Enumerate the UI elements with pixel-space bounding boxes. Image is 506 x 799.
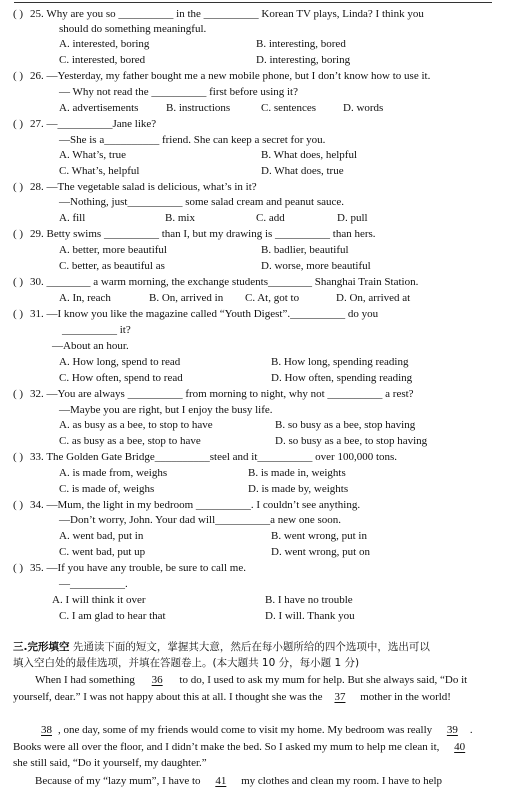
question-number: 29.: [30, 228, 44, 240]
option-b: B. mix: [165, 212, 195, 224]
option-c: C. At, got to: [245, 292, 300, 304]
option-c: C. better, as beautiful as: [59, 260, 165, 272]
question-number: 31.: [30, 308, 44, 320]
question-stem: —__________Jane like?: [46, 118, 157, 130]
option-a: A. In, reach: [59, 292, 111, 304]
question-stem-line: — Why not read the __________ first before using it?: [59, 86, 298, 98]
cloze-passage-paragraph-1: When I had something 36 to do, I used to ask my mum for help. But she always said, “Do it yourself, dear.” I was not happy about this at all. I thought she was the 37 mother in the world!: [13, 674, 468, 703]
option-a: A. as busy as a bee, to stop to have: [59, 419, 213, 431]
option-d: D. I will. Thank you: [265, 610, 355, 622]
answer-paren: ( ): [13, 499, 24, 511]
blank-38: 38: [41, 724, 52, 736]
question-number: 30.: [30, 276, 44, 288]
question-number: 33.: [30, 451, 44, 463]
answer-paren: ( ): [13, 8, 24, 20]
option-a: A. went bad, put in: [59, 530, 144, 542]
question-number: 32.: [30, 388, 44, 400]
answer-paren: ( ): [13, 388, 24, 400]
option-c: C. interested, bored: [59, 54, 146, 66]
option-c: C. as busy as a bee, stop to have: [59, 435, 201, 447]
question-stem: —Yesterday, my father bought me a new mobile phone, but I don’t know how to use it.: [46, 70, 431, 82]
option-b: B. How long, spending reading: [271, 356, 409, 368]
option-b: B. badlier, beautiful: [261, 244, 349, 256]
option-d: D. is made by, weights: [248, 483, 349, 495]
question-number: 27.: [30, 118, 44, 130]
option-b: B. went wrong, put in: [271, 530, 367, 542]
option-c: C. is made of, weighs: [59, 483, 155, 495]
option-d: D. worse, more beautiful: [261, 260, 371, 272]
option-a: A. fill: [59, 212, 86, 224]
question-number: 28.: [30, 181, 44, 193]
option-d: D. On, arrived at: [336, 292, 411, 304]
blank-37: 37: [334, 690, 346, 703]
blank-41: 41: [215, 775, 227, 787]
question-stem-line: —About an hour.: [52, 340, 129, 352]
option-c: C. went bad, put up: [59, 546, 146, 558]
question-stem-line: —Don’t worry, John. Your dad will__________a new one soon.: [59, 514, 342, 526]
option-b: B. I have no trouble: [265, 594, 353, 606]
option-b: B. is made in, weights: [248, 467, 346, 479]
option-a: A. I will think it over: [52, 594, 146, 606]
option-d: D. went wrong, put on: [271, 546, 370, 558]
option-a: A. interested, boring: [59, 38, 150, 50]
option-b: B. instructions: [166, 102, 231, 114]
option-b: B. On, arrived in: [149, 292, 224, 304]
question-number: 25.: [30, 8, 44, 20]
answer-paren: ( ): [13, 562, 24, 574]
question-stem-line: should do something meaningful.: [59, 23, 207, 35]
answer-paren: ( ): [13, 451, 24, 463]
question-stem-line: —Maybe you are right, but I enjoy the busy life.: [59, 404, 273, 416]
question-stem: —Mum, the light in my bedroom __________. I couldn’t see anything.: [46, 499, 361, 511]
question-stem-line: —__________.: [59, 578, 128, 590]
option-d: D. What does, true: [261, 165, 344, 177]
option-d: D. pull: [337, 212, 368, 224]
question-stem-line: —She is a__________ friend. She can keep a secret for you.: [59, 134, 326, 146]
option-b: B. interesting, bored: [256, 38, 346, 50]
question-stem: —I know you like the magazine called “Youth Digest”.__________ do you: [46, 308, 379, 320]
option-a: A. What’s, true: [59, 149, 127, 161]
question-stem: The Golden Gate Bridge__________steel and it__________ over 100,000 tons.: [46, 451, 398, 463]
option-d: D. words: [343, 102, 384, 114]
answer-paren: ( ): [13, 70, 24, 82]
option-c: C. What’s, helpful: [59, 165, 140, 177]
option-a: A. better, more beautiful: [59, 244, 167, 256]
question-stem: Why are you so __________ in the __________ Korean TV plays, Linda? I think you: [46, 8, 424, 20]
option-d: D. so busy as a bee, to stop having: [275, 435, 428, 447]
question-stem: —If you have any trouble, be sure to call me.: [46, 562, 246, 574]
option-a: A. advertisements: [59, 102, 139, 114]
question-stem: —The vegetable salad is delicious, what’s in it?: [46, 181, 257, 193]
section-instructions: 先通读下面的短文，掌握其大意，然后在每小题所给的四个选项中，选出可以: [72, 641, 430, 653]
section-instructions-line2: 填入空白处的最佳选项，并填在答题卷上。(本大题共 10 分，每小题 1 分): [13, 657, 360, 669]
question-number: 35.: [30, 562, 44, 574]
question-stem: ________ a warm morning, the exchange students________ Shanghai Train Station.: [46, 276, 419, 288]
question-number: 34.: [30, 499, 44, 511]
option-c: C. I am glad to hear that: [59, 610, 166, 622]
question-stem: Betty swims __________ than I, but my drawing is __________ than hers.: [46, 228, 376, 240]
answer-paren: ( ): [13, 118, 24, 130]
option-c: C. add: [256, 212, 285, 224]
question-stem: —You are always __________ from morning to night, why not __________ a rest?: [46, 388, 414, 400]
option-b: B. What does, helpful: [261, 149, 358, 161]
option-d: D. How often, spending reading: [271, 372, 413, 384]
question-stem-line: __________ it?: [62, 324, 131, 336]
answer-paren: ( ): [13, 228, 24, 240]
question-stem-line: —Nothing, just__________ some salad cream and peanut sauce.: [59, 196, 345, 208]
section-title: 三.完形填空: [13, 641, 70, 653]
blank-39: 39: [446, 724, 458, 736]
option-c: C. How often, spend to read: [59, 372, 183, 384]
option-a: A. How long, spend to read: [59, 356, 181, 368]
answer-paren: ( ): [13, 181, 24, 193]
option-d: D. interesting, boring: [256, 54, 351, 66]
answer-paren: ( ): [13, 308, 24, 320]
section-heading: [13, 640, 430, 654]
option-a: A. is made from, weighs: [59, 467, 168, 479]
blank-36: 36: [151, 674, 163, 686]
question-number: 26.: [30, 70, 44, 82]
answer-paren: ( ): [13, 276, 24, 288]
cloze-passage-paragraph-2: 38 , one day, some of my friends would come to visit my home. My bedroom was really 39 . Books were all over the floor, and I didn’t make the bed. So I asked my mum to help me clean it, 40 she still said, “Do it yourself, my daughter.”: [13, 722, 493, 772]
cloze-passage-paragraph-3: Because of my “lazy mum”, I have to 41 my clothes and clean my room. I have to help: [35, 775, 443, 787]
option-b: B. so busy as a bee, stop having: [275, 419, 416, 431]
blank-40: 40: [454, 740, 466, 753]
option-c: C. sentences: [261, 102, 316, 114]
